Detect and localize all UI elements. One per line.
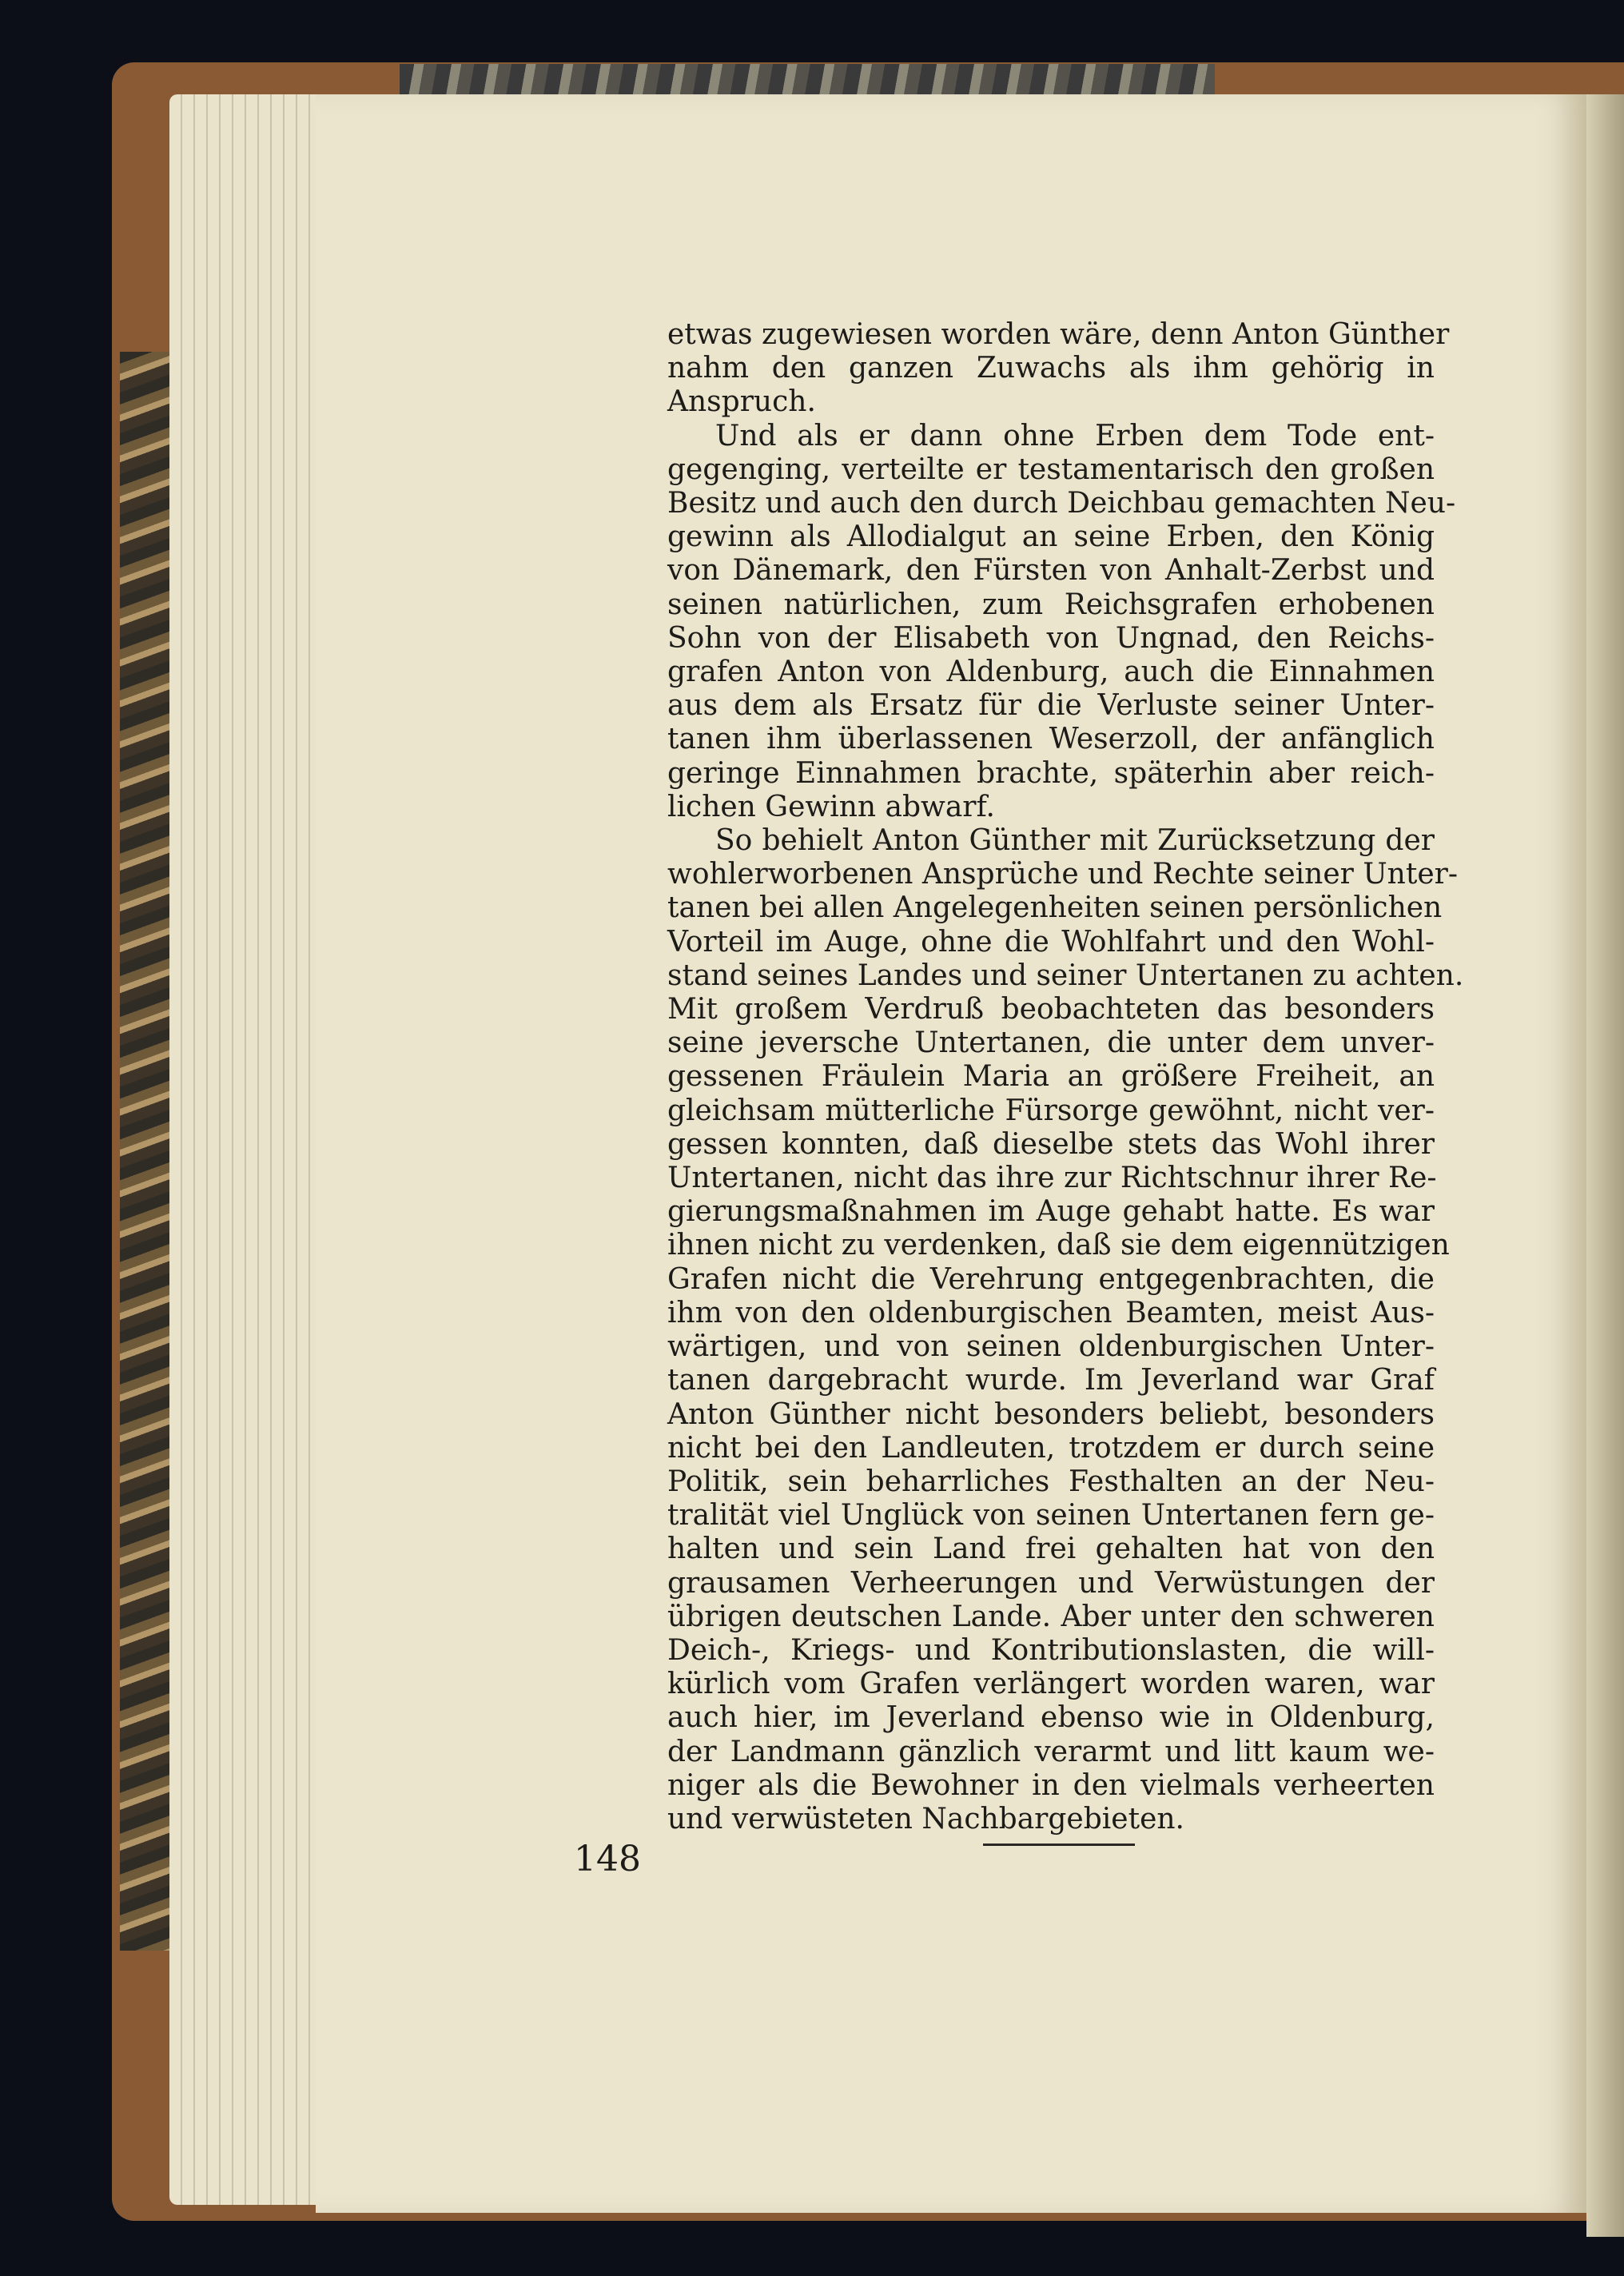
text-line: lichen Gewinn abwarf. — [667, 790, 995, 823]
text-line: tralität viel Unglück von seinen Untertanen fern ge- — [667, 1499, 1435, 1533]
text-line: nahm den ganzen Zuwachs als ihm gehörig in — [667, 352, 1435, 385]
text-line: aus dem als Ersatz für die Verluste seiner Unter- — [667, 689, 1435, 723]
text-line: etwas zugewiesen worden wäre, denn Anton Günther — [667, 318, 1450, 351]
text-line: Deich-, Kriegs- und Kontributionslasten, die will- — [667, 1633, 1435, 1667]
text-line: Grafen nicht die Verehrung entgegenbrachten, die — [667, 1262, 1435, 1296]
text-line: gewinn als Allodialgut an seine Erben, den König — [667, 520, 1435, 554]
text-line: Anton Günther nicht besonders beliebt, besonders — [667, 1397, 1435, 1431]
text-line: So behielt Anton Günther mit Zurücksetzung der — [715, 824, 1435, 858]
text-line: und verwüsteten Nachbargebieten. — [667, 1802, 1184, 1836]
text-line: Und als er dann ohne Erben dem Tode ent- — [715, 419, 1435, 452]
text-line: der Landmann gänzlich verarmt und litt kaum we- — [667, 1735, 1435, 1768]
text-line: gessenen Fräulein Maria an größere Freiheit, an — [667, 1060, 1435, 1094]
text-line: kürlich vom Grafen verlängert worden waren, war — [667, 1668, 1435, 1701]
text-line: Untertanen, nicht das ihre zur Richtschnur ihrer Re- — [667, 1162, 1437, 1195]
text-line: übrigen deutschen Lande. Aber unter den schweren — [667, 1600, 1435, 1633]
text-line: Sohn von der Elisabeth von Ungnad, den Reichs- — [667, 621, 1435, 655]
text-line: niger als die Bewohner in den vielmals verheerten — [667, 1768, 1435, 1802]
text-line: grausamen Verheerungen und Verwüstungen der — [667, 1566, 1435, 1600]
text-line: geringe Einnahmen brachte, späterhin aber reich- — [667, 756, 1435, 790]
text-line: wohlerworbenen Ansprüche und Rechte seiner Unter- — [667, 858, 1458, 891]
text-line: seine jeversche Untertanen, die unter dem unver- — [667, 1026, 1435, 1060]
marbled-edge-top — [400, 64, 1215, 96]
text-line: grafen Anton von Aldenburg, auch die Einnahmen — [667, 656, 1435, 689]
text-line: seinen natürlichen, zum Reichsgrafen erhobenen — [667, 588, 1435, 621]
marbled-endpaper — [120, 352, 176, 1951]
text-line: Mit großem Verdruß beobachteten das besonders — [667, 993, 1435, 1026]
page-body-text — [667, 318, 1464, 1836]
text-line: tanen ihm überlassenen Weserzoll, der anfänglich — [667, 723, 1435, 756]
text-line: Politik, sein beharrliches Festhalten an der Neu- — [667, 1465, 1435, 1498]
text-line: stand seines Landes und seiner Untertanen zu achten. — [667, 959, 1464, 992]
text-line: gessen konnten, daß dieselbe stets das Wohl ihrer — [667, 1127, 1435, 1161]
text-line: tanen dargebracht wurde. Im Jeverland war Graf — [667, 1364, 1435, 1397]
text-line: Besitz und auch den durch Deichbau gemachten Neu- — [667, 487, 1456, 520]
text-line: Anspruch. — [667, 385, 816, 419]
text-line: gegenging, verteilte er testamentarisch den großen — [667, 452, 1435, 486]
facing-page-edge — [1586, 94, 1624, 2237]
text-line: nicht bei den Landleuten, trotzdem er durch seine — [667, 1431, 1435, 1465]
text-line: Vorteil im Auge, ohne die Wohlfahrt und den Wohl- — [667, 925, 1435, 959]
text-line: tanen bei allen Angelegenheiten seinen persönlichen — [667, 891, 1443, 925]
text-line: wärtigen, und von seinen oldenburgischen Unter- — [667, 1330, 1435, 1364]
page-number: 148 — [574, 1839, 641, 1879]
text-line: gleichsam mütterliche Fürsorge gewöhnt, nicht ver- — [667, 1094, 1435, 1127]
text-line: von Dänemark, den Fürsten von Anhalt-Zerbst und — [667, 554, 1435, 588]
text-line: ihnen nicht zu verdenken, daß sie dem eigennützigen — [667, 1229, 1450, 1262]
text-line: gierungsmaßnahmen im Auge gehabt hatte. Es war — [667, 1195, 1435, 1229]
footer-rule — [983, 1844, 1135, 1846]
text-line: auch hier, im Jeverland ebenso wie in Oldenburg, — [667, 1701, 1435, 1735]
page-edges — [169, 94, 329, 2205]
text-line: ihm von den oldenburgischen Beamten, meist Aus- — [667, 1296, 1435, 1329]
text-line: halten und sein Land frei gehalten hat von den — [667, 1533, 1435, 1566]
